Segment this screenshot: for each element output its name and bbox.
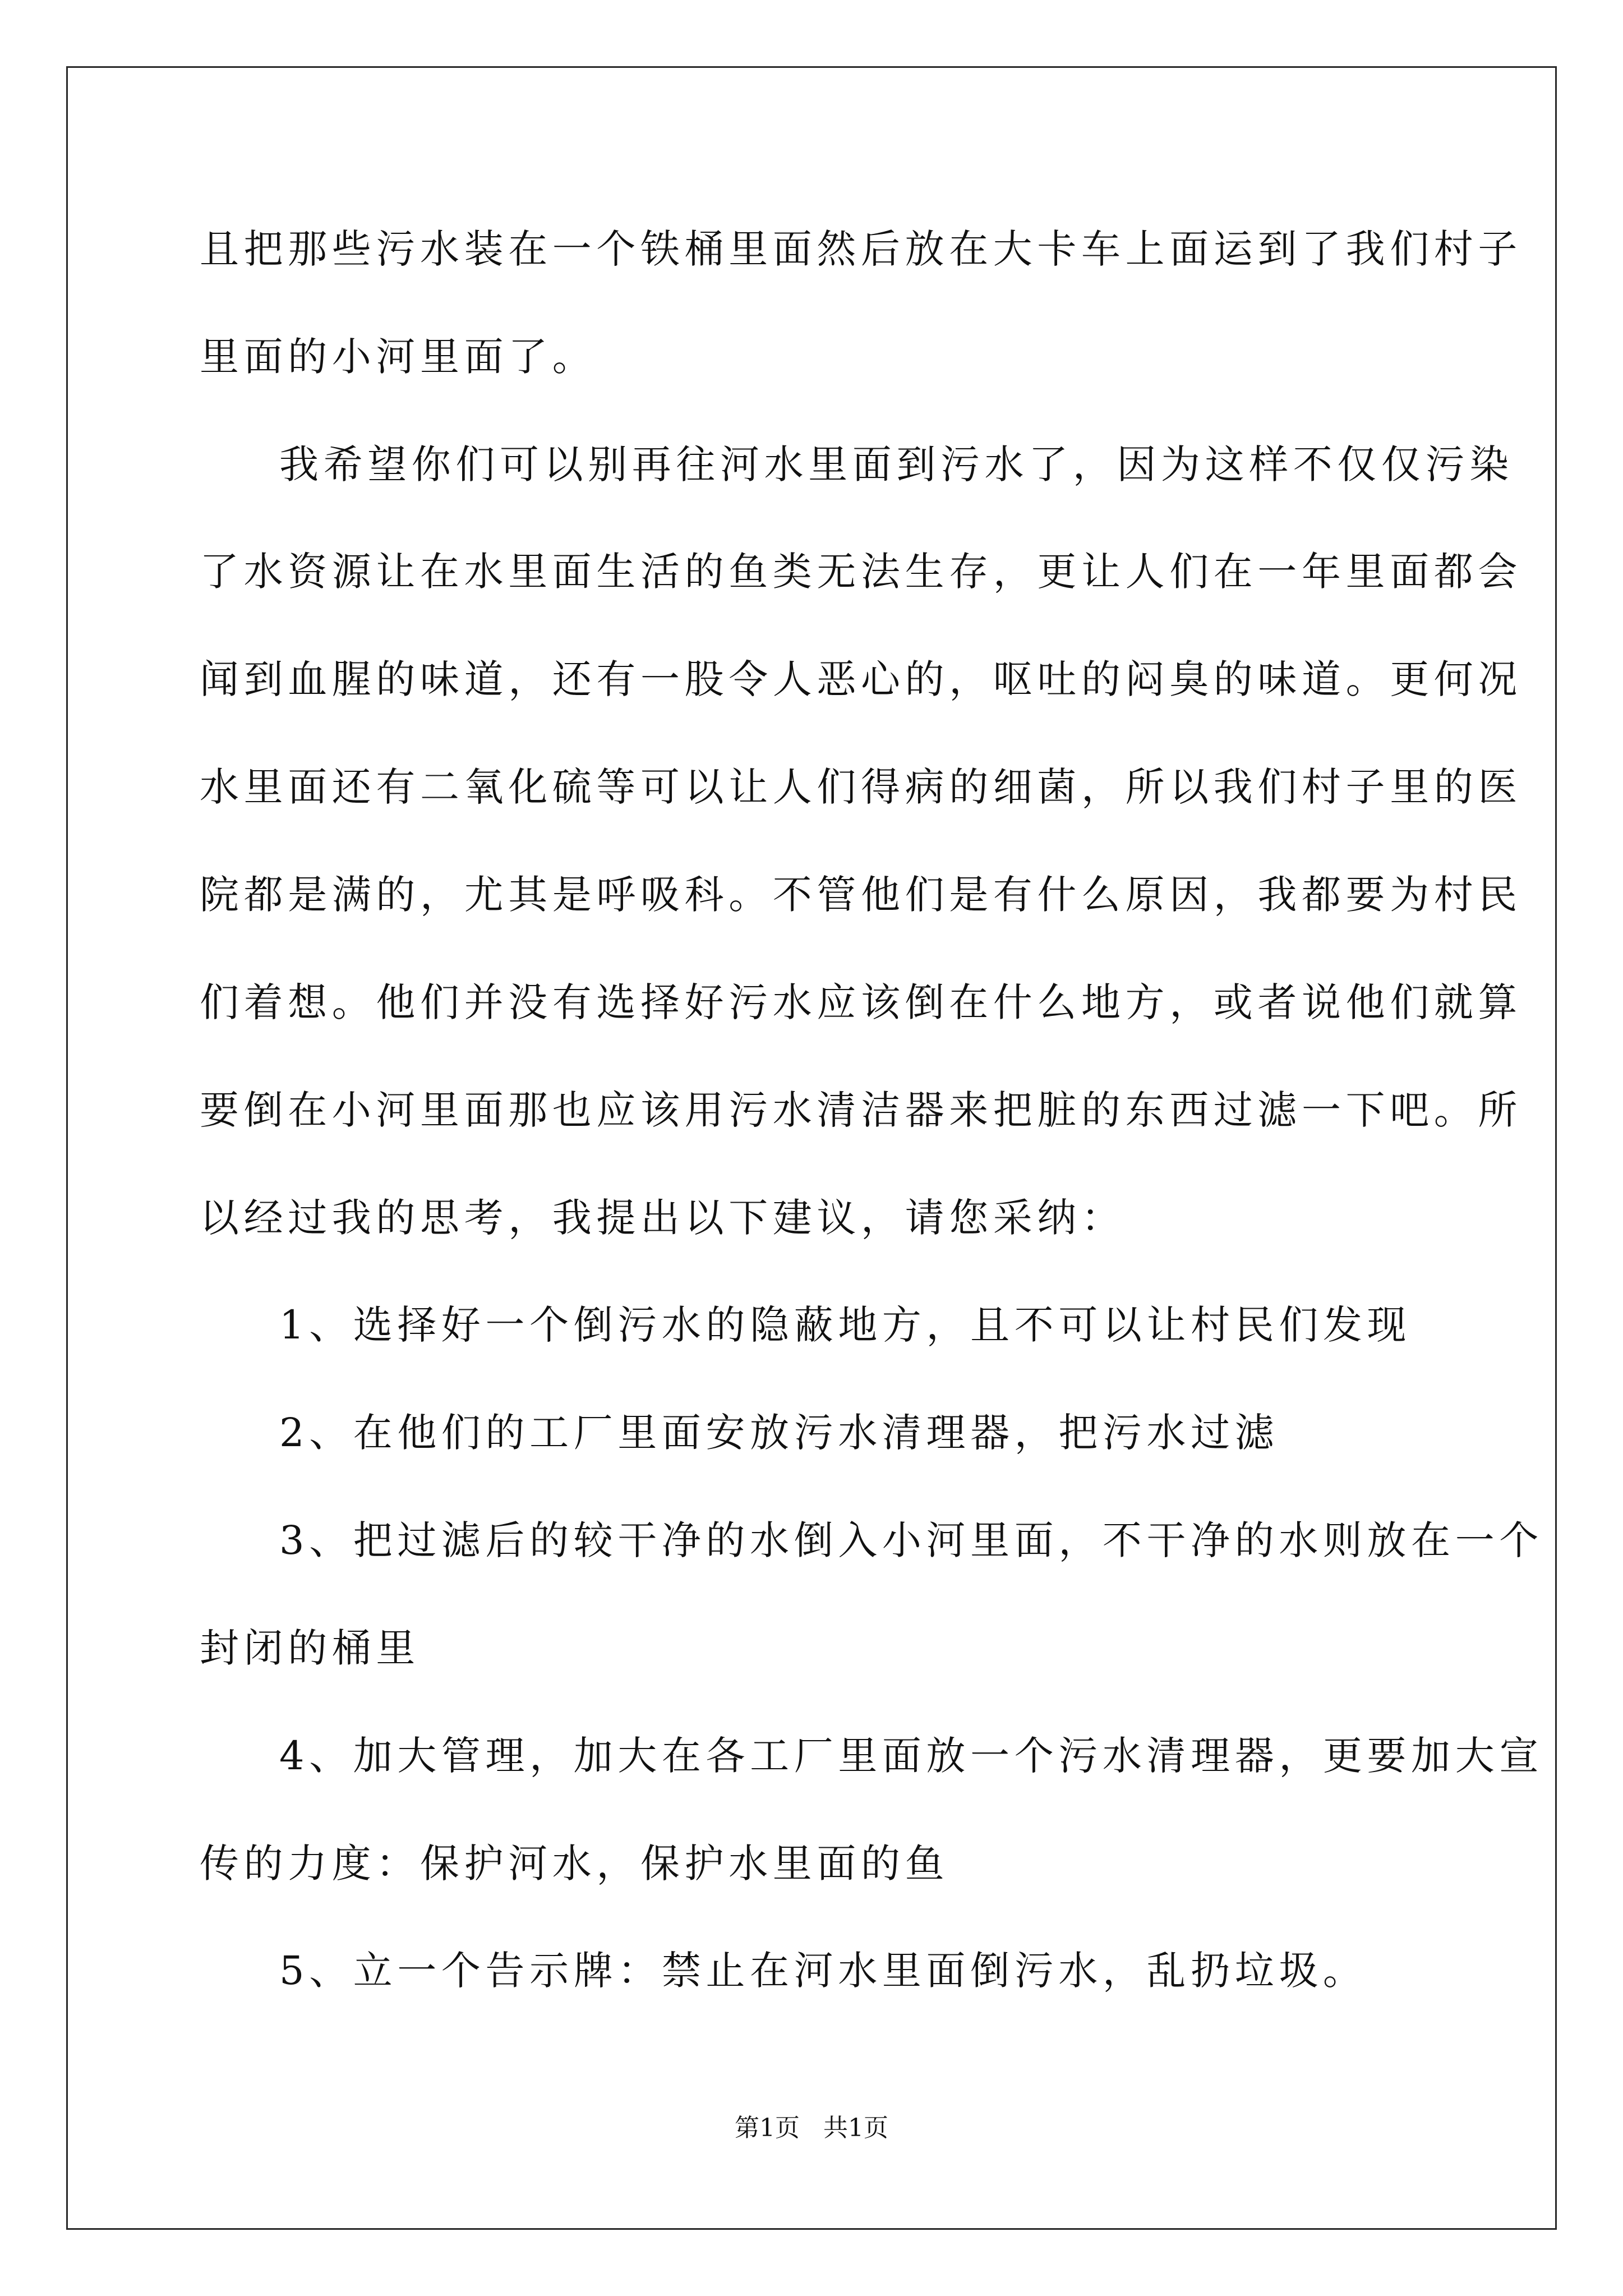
text-line: 里面的小河里面了。 bbox=[200, 334, 597, 380]
list-item: 4、加大管理，加大在各工厂里面放一个污水清理器，更要加大宣 bbox=[279, 1733, 1543, 1779]
text-line: 且把那些污水装在一个铁桶里面然后放在大卡车上面运到了我们村子 bbox=[200, 226, 1522, 272]
text-line: 要倒在小河里面那也应该用污水清洁器来把脏的东西过滤一下吧。所 bbox=[200, 1087, 1522, 1133]
text-line: 了水资源让在水里面生活的鱼类无法生存，更让人们在一年里面都会 bbox=[200, 549, 1522, 595]
text-line: 水里面还有二氧化硫等可以让人们得病的细菌，所以我们村子里的医 bbox=[200, 764, 1522, 810]
text-line: 封闭的桶里 bbox=[200, 1625, 420, 1671]
text-line: 传的力度：保护河水，保护水里面的鱼 bbox=[200, 1841, 949, 1887]
text-line: 院都是满的，尤其是呼吸科。不管他们是有什么原因，我都要为村民 bbox=[200, 872, 1522, 918]
page-footer: 第1页 共1页 bbox=[735, 2114, 888, 2142]
text-line: 我希望你们可以别再往河水里面到污水了，因为这样不仅仅污染 bbox=[279, 441, 1514, 487]
list-item: 2、在他们的工厂里面安放污水清理器，把污水过滤 bbox=[279, 1410, 1279, 1456]
list-item: 3、把过滤后的较干净的水倒入小河里面，不干净的水则放在一个 bbox=[279, 1517, 1543, 1563]
page-border bbox=[66, 66, 1557, 2230]
text-line: 们着想。他们并没有选择好污水应该倒在什么地方，或者说他们就算 bbox=[200, 979, 1522, 1025]
text-line: 以经过我的思考，我提出以下建议，请您采纳： bbox=[200, 1195, 1126, 1241]
list-item: 5、立一个告示牌：禁止在河水里面倒污水，乱扔垃圾。 bbox=[279, 1948, 1367, 1994]
list-item: 1、选择好一个倒污水的隐蔽地方，且不可以让村民们发现 bbox=[279, 1302, 1412, 1348]
text-line: 闻到血腥的味道，还有一股令人恶心的，呕吐的闷臭的味道。更何况 bbox=[200, 656, 1522, 702]
